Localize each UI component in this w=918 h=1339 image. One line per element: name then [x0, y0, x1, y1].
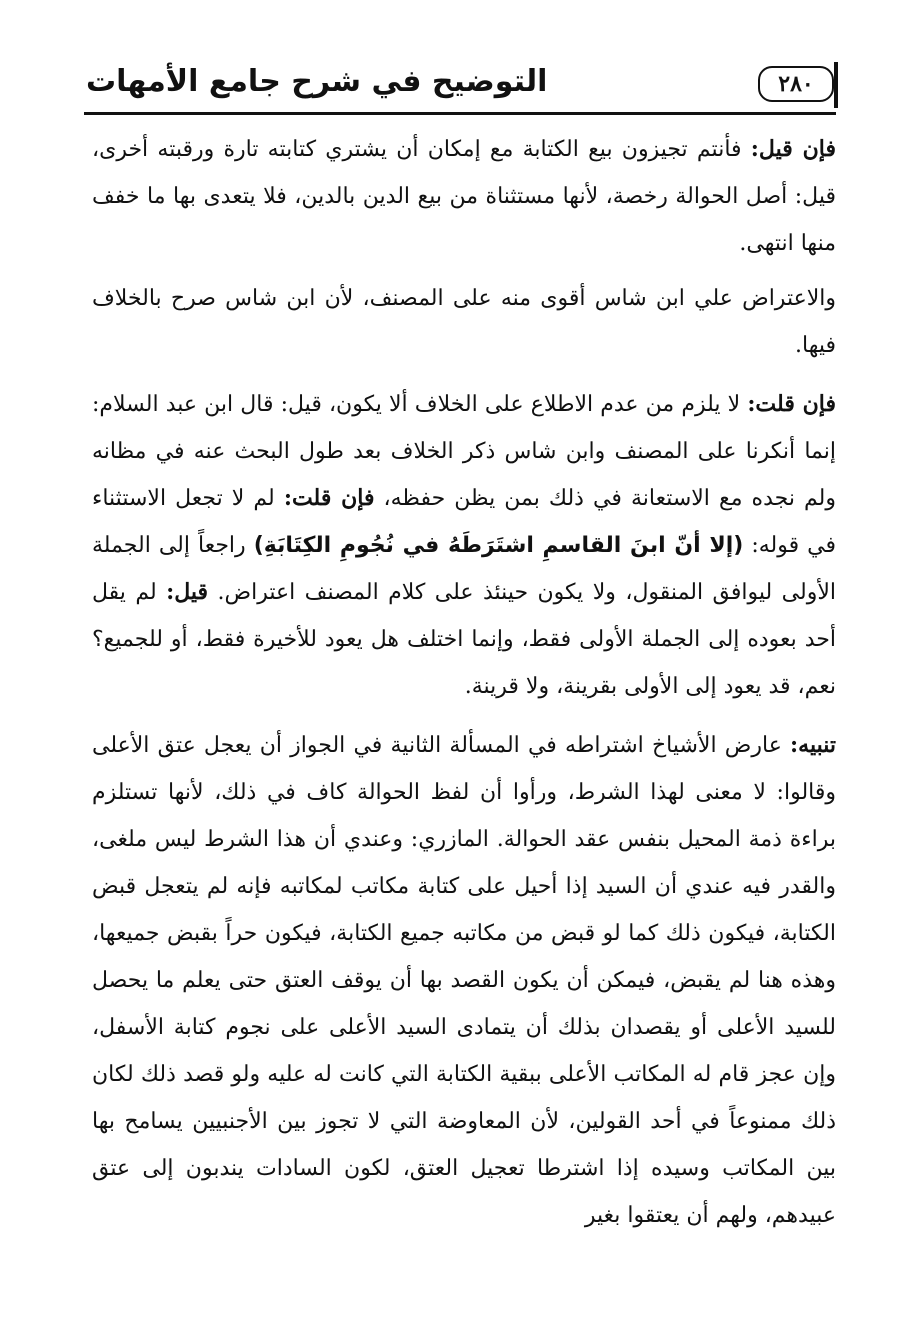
quoted-text: (إلا أنّ ابنَ القاسمِ اشتَرَطَهُ في نُجُومِ الكِتَابَةِ) [253, 533, 744, 558]
page-header [82, 62, 834, 110]
paragraph-text: راجعاً إلى الجملة الأولى ليوافق المنقول، ولا يكون حينئذ على كلام المصنف اعتراض. [92, 533, 836, 605]
paragraph-text: لم لا تجعل الاستثناء في قوله: [92, 486, 837, 558]
page-number: ٢٨٠ [758, 66, 834, 102]
paragraph [92, 126, 836, 267]
paragraph-text: فأنتم تجيزون بيع الكتابة مع إمكان أن يشتري كتابته تارة ورقبته أخرى، قيل: أصل الحوالة رخصة، لأنها مستثناة من بيع الدين بالدين، فلا يتعدى بها ما خفف منها انتهى. [92, 137, 836, 256]
paragraph-lead: فإن قيل: [750, 136, 836, 162]
paragraph-text: عارض الأشياخ اشتراطه في المسألة الثانية في الجواز أن يعجل عتق الأعلى وقالوا: لا معنى لهذا الشرط، ورأوا أن لفظ الحوالة كاف في ذلك، لأنها تستلزم براءة ذمة المحيل بنفس عقد الحوالة. المازري: وعندي أن هذا الشرط ليس ملغى، والقدر فيه عندي أن السيد إذا أحيل على كتابة مكاتب لمكاتبه فإنه لم يتعجل قبض الكتابة، فيكون ذلك كما لو قبض من مكاتبه جميع الكتابة، فيكون حراً بقبض جميعها، وهذه هنا لم يقبض، فيمكن أن يكون القصد بها أن يوقف العتق حتى يعلم ما يحصل للسيد الأعلى أو يقصدان بذلك أن يتمادى السيد الأعلى على نجوم كتابة الأسفل، وإن عجز قام له المكاتب الأعلى ببقية الكتابة التي كانت له عليه ولو قصد ذلك لكان ذلك ممنوعاً في أحد القولين، لأن المعاوضة التي لا تجوز بين الأجنبيين يسامح بها بين المكاتب وسيده إذا اشترطا تعجيل العتق، لكون السادات يندبون إلى عتق عبيدهم، ولهم أن يعتقوا بغير [92, 733, 836, 1228]
paragraph-lead: قيل: [166, 579, 209, 605]
paragraph-text: والاعتراض علي ابن شاس أقوى منه على المصنف، لأن ابن شاس صرح بالخلاف فيها. [92, 286, 836, 358]
header-rule [84, 112, 836, 115]
paragraph-lead: فإن قلت: [283, 485, 375, 511]
paragraph-lead: تنبيه: [790, 732, 836, 758]
paragraph-text: لا يلزم من عدم الاطلاع على الخلاف ألا يكون، قيل: قال ابن عبد السلام: إنما أنكرنا على المصنف وابن شاس ذكر الخلاف بعد طول البحث عنه في مظانه ولم نجده مع الاستعانة في ذلك بمن يظن حفظه، [92, 392, 836, 511]
paragraph [92, 275, 836, 369]
paragraph-text: لم يقل أحد بعوده إلى الجملة الأولى فقط، وإنما اختلف هل يعود للأخيرة فقط، أو للجميع؟ نعم، قد يعود إلى الأولى بقرينة، ولا قرينة. [92, 580, 836, 699]
paragraph-lead: فإن قلت: [747, 391, 837, 417]
body-text [92, 126, 836, 1247]
paragraph [92, 381, 836, 710]
running-title: التوضيح في شرح جامع الأمهات [86, 64, 548, 99]
paragraph [92, 722, 836, 1239]
